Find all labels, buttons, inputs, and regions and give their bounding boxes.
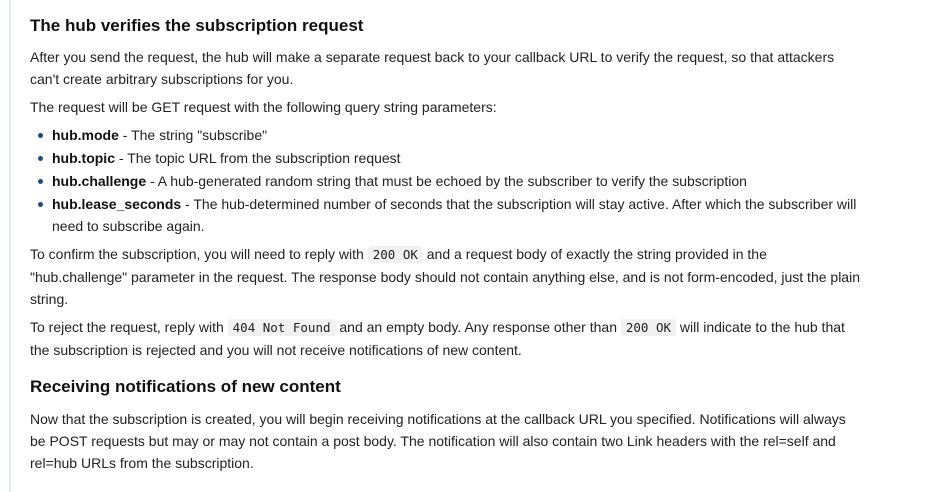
- param-name: hub.topic: [52, 150, 115, 166]
- list-item-hub-mode: [52, 124, 860, 146]
- param-name: hub.mode: [52, 127, 119, 143]
- list-item-hub-lease-seconds: [52, 193, 860, 237]
- paragraph-confirm: To confirm the subscription, you will need to reply with 200 OK and a request body of exactly the string provided in the "hub.challenge" parameter in the request. The response body should not contain anything else, and is not form-encoded, just the plain string.: [30, 246, 860, 307]
- param-name: hub.lease_seconds: [52, 196, 182, 212]
- inline-code-200-ok: 200 OK: [621, 319, 676, 336]
- inline-code-404-not-found: 404 Not Found: [228, 319, 336, 336]
- list-item-hub-topic: [52, 147, 860, 169]
- param-name: hub.challenge: [52, 173, 147, 189]
- paragraph-reject: To reject the request, reply with 404 Not Found and an empty body. Any response other than 200 OK will indicate to the hub that the subscription is rejected and you will not receive notifications of new content.: [30, 319, 845, 358]
- param-description: - A hub-generated random string that must be echoed by the subscriber to verify the subscription: [146, 173, 747, 189]
- paragraph-notifications: Now that the subscription is created, you will begin receiving notifications at the callback URL you specified. Notifications will always be POST requests but may or may not contain a post body. The notification will also contain two Link headers with the rel=self and rel=hub URLs from the subscription.: [30, 411, 846, 471]
- list-item-hub-challenge: [52, 170, 860, 192]
- section-heading-verify: The hub verifies the subscription request: [30, 16, 364, 35]
- article-content: [30, 0, 860, 480]
- inline-code-200-ok: 200 OK: [368, 246, 423, 263]
- query-params-list: [30, 124, 860, 237]
- paragraph-query-params-intro: The request will be GET request with the following query string parameters:: [30, 99, 497, 115]
- param-description: - The topic URL from the subscription request: [115, 150, 401, 166]
- section-heading-notifications: Receiving notifications of new content: [30, 377, 341, 396]
- paragraph-verify-intro: After you send the request, the hub will make a separate request back to your callback URL to verify the request, so that attackers can't create arbitrary subscriptions for you.: [30, 49, 835, 87]
- content-left-border: [9, 0, 11, 492]
- param-description: - The string "subscribe": [118, 127, 268, 143]
- param-description: - The hub-determined number of seconds that the subscription will stay active. After which the subscriber will need to subscribe again.: [52, 196, 857, 234]
